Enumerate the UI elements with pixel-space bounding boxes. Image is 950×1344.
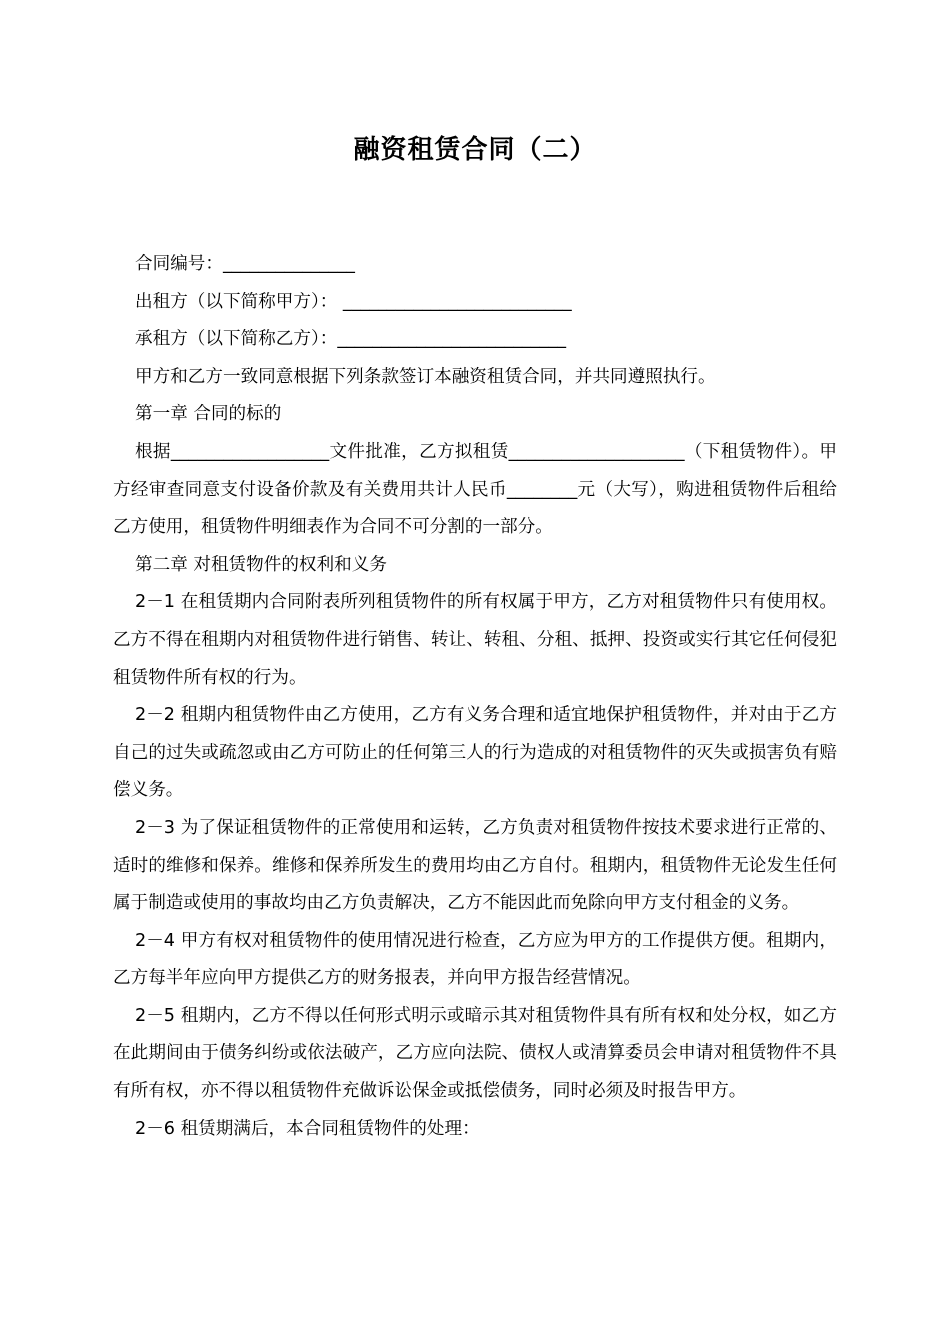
clause-2-5: 2－5 租期内，乙方不得以任何形式明示或暗示其对租赁物件具有所有权和处分权，如乙方在此期间由于债务纠纷或依法破产，乙方应向法院、债权人或清算委员会申请对租赁物件不具有所有权，亦不得以租赁物件充做诉讼保金或抵偿债务，同时必须及时报告甲方。 — [113, 1005, 837, 1102]
document-body — [113, 246, 837, 1148]
contract-number-field: 合同编号：_______________ — [135, 254, 355, 274]
chapter-1-heading: 第一章 合同的标的 — [135, 404, 282, 425]
chapter-1-body: 根据__________________文件批准，乙方拟租赁____________________（下租赁物件）。甲方经审查同意支付设备价款及有关费用共计人民币________元（大写），购进租赁物件后租给乙方使用，租赁物件明细表作为合同不可分割的一部分。 — [113, 441, 837, 538]
document-title: 融资租赁合同（二） — [353, 135, 597, 165]
clause-2-2: 2－2 租期内租赁物件由乙方使用，乙方有义务合理和适宜地保护租赁物件，并对由于乙方自己的过失或疏忽或由乙方可防止的任何第三人的行为造成的对租赁物件的灭失或损害负有赔偿义务。 — [113, 705, 837, 801]
chapter-2-heading: 第二章 对租赁物件的权利和义务 — [135, 554, 387, 575]
lessee-field: 承租方（以下简称乙方）：__________________________ — [135, 329, 567, 350]
clause-2-4: 2－4 甲方有权对租赁物件的使用情况进行检查，乙方应为甲方的工作提供方便。租期内，乙方每半年应向甲方提供乙方的财务报表，并向甲方报告经营情况。 — [113, 930, 837, 989]
agreement-intro: 甲方和乙方一致同意根据下列条款签订本融资租赁合同，并共同遵照执行。 — [135, 366, 716, 387]
lessor-field: 出租方（以下简称甲方）： __________________________ — [135, 291, 572, 312]
clause-2-6: 2－6 租赁期满后，本合同租赁物件的处理： — [135, 1118, 480, 1139]
clause-2-3: 2－3 为了保证租赁物件的正常使用和运转，乙方负责对租赁物件按技术要求进行正常的、适时的维修和保养。维修和保养所发生的费用均由乙方自付。租期内，租赁物件无论发生任何属于制造或使用的事故均由乙方负责解决，乙方不能因此而免除向甲方支付租金的义务。 — [113, 817, 837, 914]
clause-2-1: 2－1 在租赁期内合同附表所列租赁物件的所有权属于甲方，乙方对租赁物件只有使用权。乙方不得在租期内对租赁物件进行销售、转让、转租、分租、抵押、投资或实行其它任何侵犯租赁物件所有权的行为。 — [113, 592, 837, 688]
